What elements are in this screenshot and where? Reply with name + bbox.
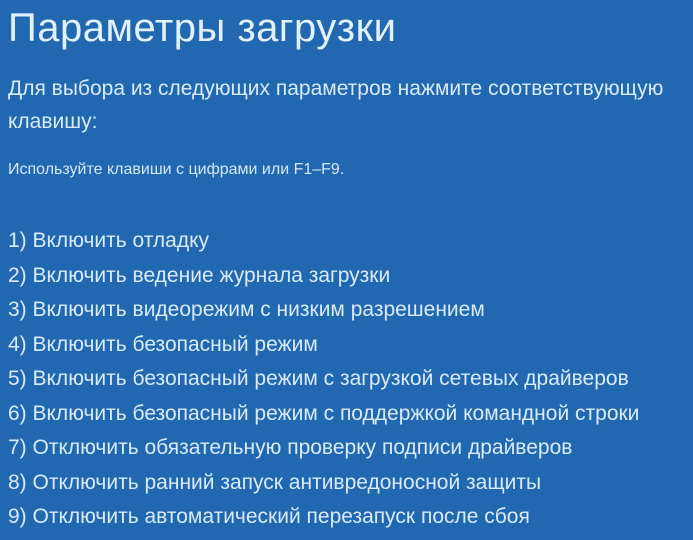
keys-hint-text: Используйте клавиши с цифрами или F1–F9.: [8, 161, 345, 178]
boot-option-6[interactable]: 6) Включить безопасный режим с поддержкой командной строки: [8, 401, 640, 425]
boot-option-1[interactable]: 1) Включить отладку: [8, 229, 210, 252]
page-title: Параметры загрузки: [8, 6, 397, 50]
boot-option-7[interactable]: 7) Отключить обязательную проверку подписи драйверов: [8, 436, 573, 459]
boot-option-8[interactable]: 8) Отключить ранний запуск антивредоносной защиты: [8, 470, 542, 494]
boot-option-2[interactable]: 2) Включить ведение журнала загрузки: [8, 263, 391, 287]
instruction-text: Для выбора из следующих параметров нажмите соответствующую клавишу:: [8, 77, 664, 133]
boot-option-9[interactable]: 9) Отключить автоматический перезапуск после сбоя: [8, 505, 530, 528]
boot-option-5[interactable]: 5) Включить безопасный режим с загрузкой сетевых драйверов: [8, 367, 629, 390]
boot-option-3[interactable]: 3) Включить видеорежим с низким разрешением: [8, 298, 485, 321]
boot-option-4[interactable]: 4) Включить безопасный режим: [8, 332, 318, 356]
boot-options-list: [8, 224, 681, 535]
